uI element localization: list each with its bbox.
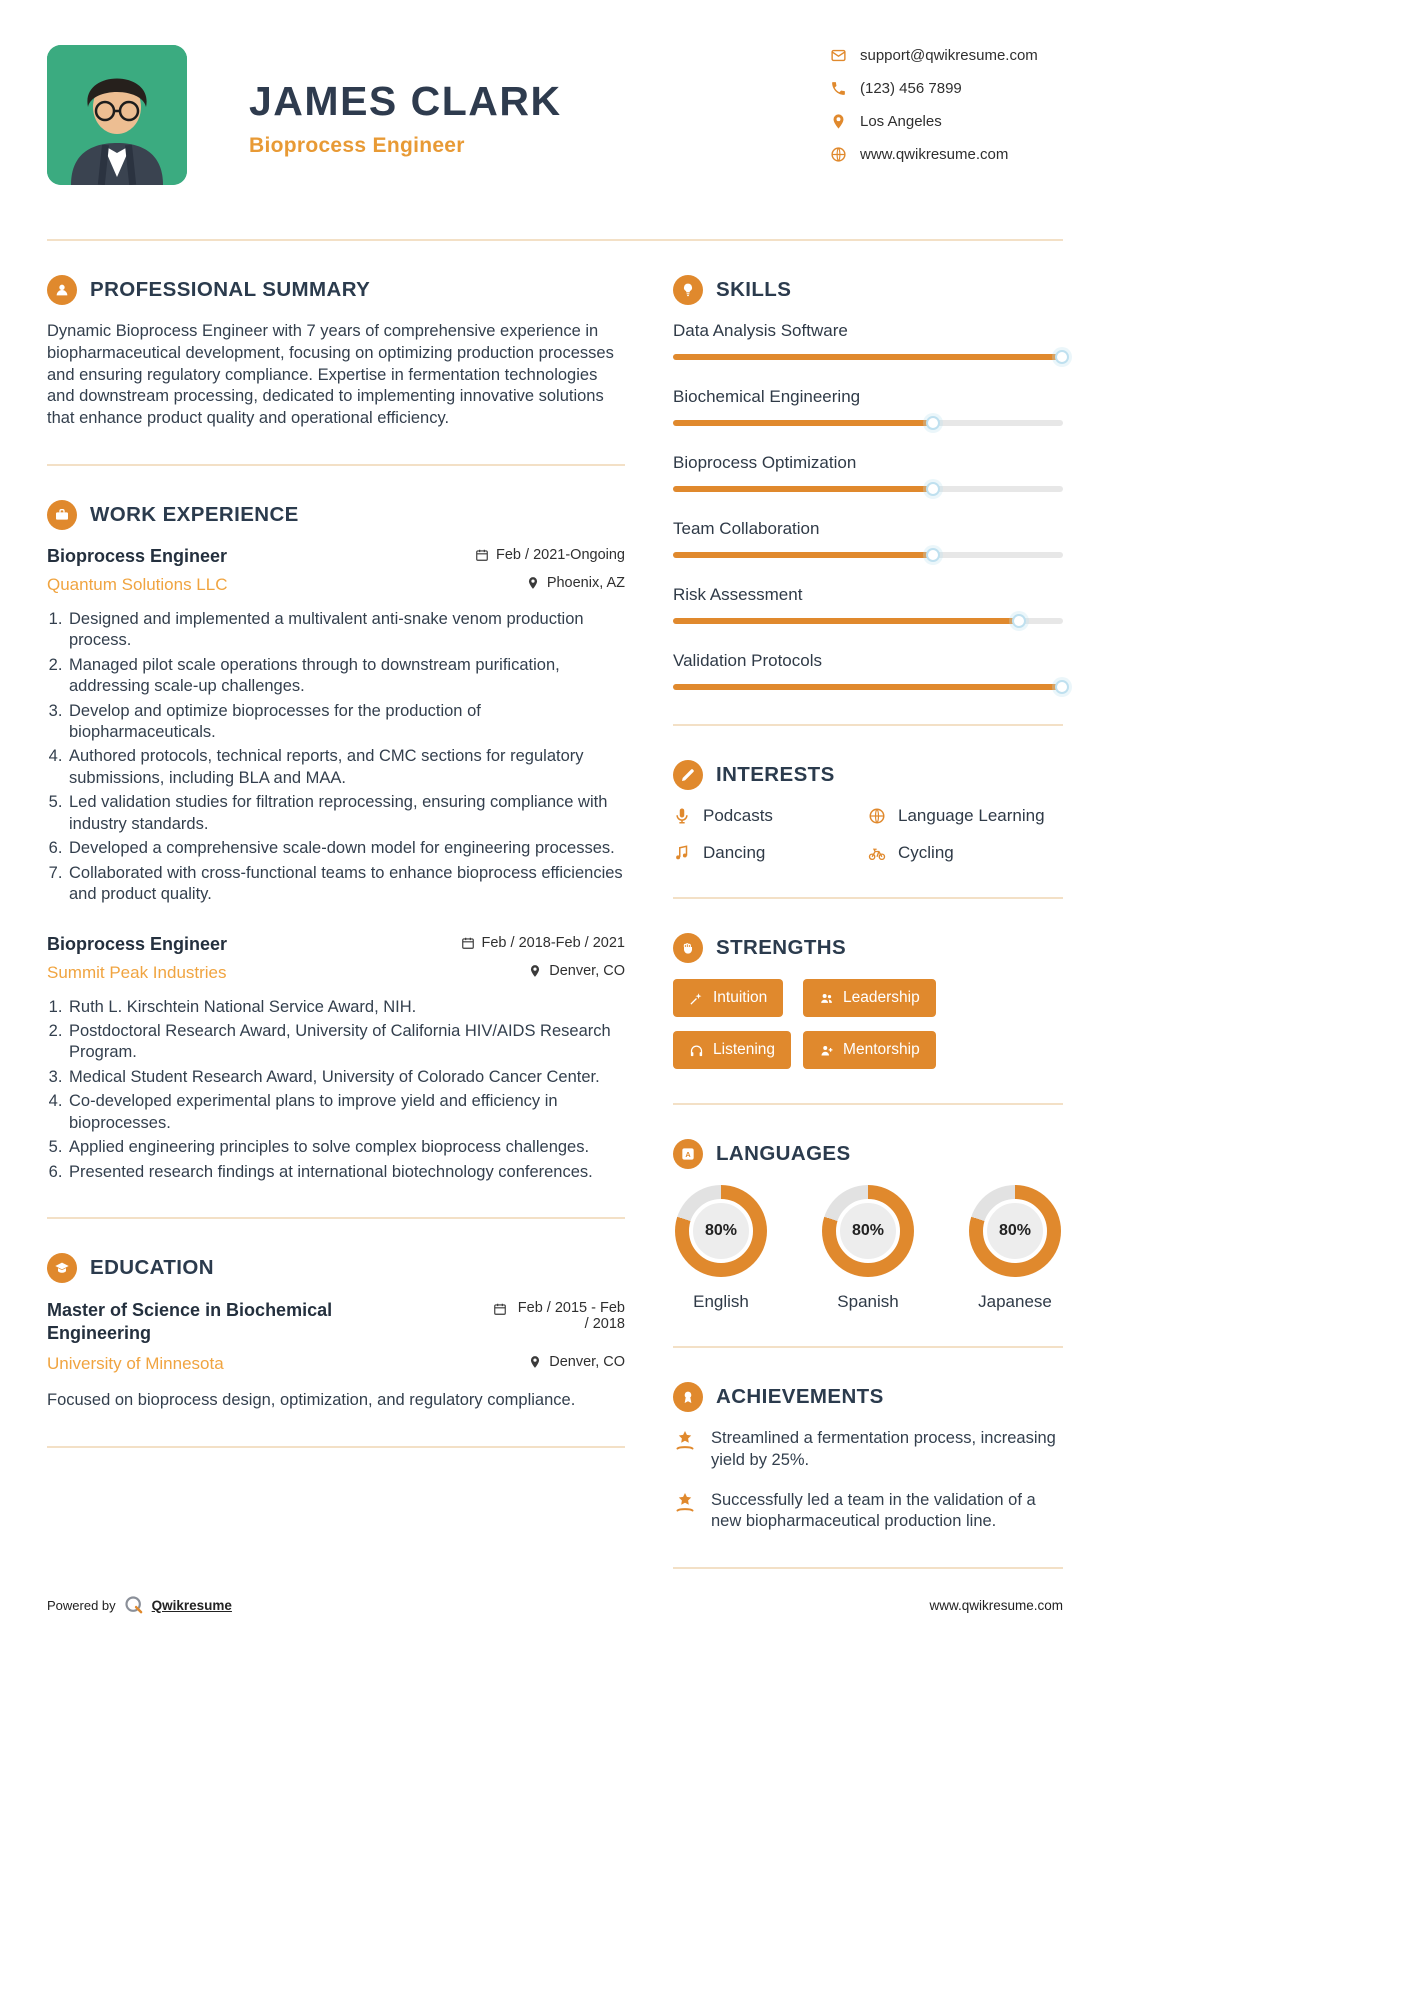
language-percent: 80% xyxy=(689,1199,753,1263)
job-title: Bioprocess Engineer xyxy=(47,933,228,954)
skill-slider-knob[interactable] xyxy=(926,548,940,562)
section-heading xyxy=(673,760,1063,790)
users-icon xyxy=(819,991,834,1006)
company-name: Quantum Solutions LLC xyxy=(47,574,228,594)
language-percent: 80% xyxy=(983,1199,1047,1263)
section-strengths xyxy=(673,899,1063,1069)
section-languages xyxy=(673,1105,1063,1312)
skill-item xyxy=(673,453,1063,492)
calendar-icon xyxy=(461,936,475,950)
language-item xyxy=(673,1185,769,1312)
skill-item xyxy=(673,519,1063,558)
section-interests xyxy=(673,726,1063,863)
job-bullet: 4. Co-developed experimental plans to improve yield and efficiency in bioprocesses. xyxy=(67,1091,625,1134)
medal-icon xyxy=(673,1382,703,1412)
school-name: University of Minnesota xyxy=(47,1353,224,1373)
skill-label: Team Collaboration xyxy=(673,519,820,538)
lightbulb-icon xyxy=(673,275,703,305)
section-title: SKILLS xyxy=(716,278,792,301)
footer-website-link[interactable]: www.qwikresume.com xyxy=(929,1597,1063,1613)
globe-icon xyxy=(830,146,847,163)
strengths-grid xyxy=(673,979,1063,1069)
section-skills xyxy=(673,241,1063,690)
language-item xyxy=(820,1185,916,1312)
section-heading xyxy=(673,933,1063,963)
job-title: Bioprocess Engineer xyxy=(47,545,228,566)
degree-title: Master of Science in Biochemical Engineering xyxy=(47,1300,333,1344)
section-achievements xyxy=(673,1348,1063,1533)
contact-phone[interactable] xyxy=(830,80,1038,97)
contact-phone-text: (123) 456 7899 xyxy=(860,80,962,97)
job-bullet: 6. Developed a comprehensive scale-down model for engineering processes. xyxy=(67,838,625,859)
briefcase-icon xyxy=(47,500,77,530)
section-work-experience xyxy=(47,466,625,1183)
education-dates: Feb / 2015 - Feb / 2018 xyxy=(493,1300,625,1332)
contact-location xyxy=(830,113,1038,130)
calendar-icon xyxy=(475,548,489,562)
skill-slider-knob[interactable] xyxy=(1055,680,1069,694)
content-columns xyxy=(47,241,1063,1569)
skill-slider[interactable] xyxy=(673,618,1063,624)
job-bullet: 7. Collaborated with cross-functional teams to enhance bioprocess efficiencies and product quality. xyxy=(67,863,625,906)
skill-slider[interactable] xyxy=(673,354,1063,360)
pin-icon xyxy=(528,1355,542,1369)
job-entry xyxy=(47,546,625,906)
person-name: JAMES CLARK xyxy=(249,78,562,124)
job-location: Denver, CO xyxy=(528,963,625,979)
language-donut-chart xyxy=(822,1185,914,1277)
skill-label: Biochemical Engineering xyxy=(673,387,861,406)
interest-label: Dancing xyxy=(703,843,766,862)
contact-website-text: www.qwikresume.com xyxy=(860,146,1009,163)
person-icon xyxy=(47,275,77,305)
pen-icon xyxy=(673,760,703,790)
calendar-icon xyxy=(493,1302,507,1316)
interest-label: Podcasts xyxy=(703,806,773,825)
resume-page xyxy=(47,0,1063,1615)
contact-block xyxy=(830,47,1038,163)
graduation-cap-icon xyxy=(47,1253,77,1283)
section-title: PROFESSIONAL SUMMARY xyxy=(90,278,371,301)
language-label: Spanish xyxy=(837,1292,899,1311)
footer xyxy=(47,1595,1063,1615)
job-bullet: 5. Applied engineering principles to solve complex bioprocess challenges. xyxy=(67,1137,625,1158)
section-professional-summary xyxy=(47,241,625,430)
job-dates: Feb / 2021-Ongoing xyxy=(475,547,625,563)
location-icon xyxy=(830,113,847,130)
star-hand-icon xyxy=(673,1491,697,1515)
skill-label: Risk Assessment xyxy=(673,585,803,604)
strength-badge-mentorship[interactable] xyxy=(803,1031,936,1069)
job-bullet-list xyxy=(47,609,625,906)
language-donut-chart xyxy=(969,1185,1061,1277)
qwikresume-link[interactable]: Qwikresume xyxy=(151,1597,232,1613)
skill-slider-fill xyxy=(673,552,934,558)
skill-slider-knob[interactable] xyxy=(926,416,940,430)
bicycle-icon xyxy=(868,844,886,862)
achievement-text: Successfully led a team in the validation of a new biopharmaceutical production line. xyxy=(711,1490,1036,1531)
interest-label: Language Learning xyxy=(898,806,1045,825)
section-heading xyxy=(47,1253,625,1283)
section-title: INTERESTS xyxy=(716,763,835,786)
left-column xyxy=(47,241,625,1569)
section-heading xyxy=(673,1139,1063,1169)
interests-grid xyxy=(673,806,1063,863)
divider xyxy=(47,1446,625,1448)
job-bullet: 1. Ruth L. Kirschtein National Service Award, NIH. xyxy=(67,997,625,1018)
contact-email[interactable] xyxy=(830,47,1038,64)
language-label: Japanese xyxy=(978,1292,1052,1311)
section-title: LANGUAGES xyxy=(716,1142,851,1165)
section-heading xyxy=(673,275,1063,305)
pin-icon xyxy=(526,576,540,590)
language-donut-chart xyxy=(675,1185,767,1277)
summary-text: Dynamic Bioprocess Engineer with 7 years of comprehensive experience in biopharmaceutical development, focusing on optimizing production processes and ensuring regulatory compliance. Expertise in fermentation technologies and downstream processing, dedicated to implementing innovative solutions that enhance product quality and operational efficiency. xyxy=(47,322,614,428)
language-label: English xyxy=(693,1292,749,1311)
job-bullet: 3. Medical Student Research Award, University of Colorado Cancer Center. xyxy=(67,1067,625,1088)
achievement-item xyxy=(673,1428,1063,1472)
qwikresume-logo xyxy=(124,1595,144,1615)
section-heading xyxy=(47,275,625,305)
profile-photo xyxy=(47,45,187,185)
header xyxy=(47,45,1063,205)
powered-by-label: Powered by xyxy=(47,1597,116,1613)
achievement-item xyxy=(673,1490,1063,1534)
job-bullet: 2. Postdoctoral Research Award, University of California HIV/AIDS Research Program. xyxy=(67,1021,625,1064)
education-location: Denver, CO xyxy=(528,1354,625,1370)
skill-item xyxy=(673,321,1063,360)
job-bullet: 1. Designed and implemented a multivalent anti-snake venom production process. xyxy=(67,609,625,652)
skill-slider-fill xyxy=(673,486,934,492)
skill-slider[interactable] xyxy=(673,684,1063,690)
skill-slider-knob[interactable] xyxy=(926,482,940,496)
section-heading xyxy=(47,500,625,530)
interest-label: Cycling xyxy=(898,843,954,862)
skill-slider-fill xyxy=(673,618,1020,624)
powered-by xyxy=(47,1595,232,1615)
skill-label: Data Analysis Software xyxy=(673,321,848,340)
skill-slider-knob[interactable] xyxy=(1055,350,1069,364)
language-percent: 80% xyxy=(836,1199,900,1263)
job-bullet: 2. Managed pilot scale operations through to downstream purification, addressing scale-up challenges. xyxy=(67,655,625,698)
svg-text:A: A xyxy=(685,1149,691,1159)
interest-item xyxy=(673,843,868,863)
job-location: Phoenix, AZ xyxy=(526,575,625,591)
contact-website[interactable] xyxy=(830,146,1038,163)
section-title: WORK EXPERIENCE xyxy=(90,502,299,526)
strength-label: Mentorship xyxy=(843,1041,920,1058)
section-title: ACHIEVEMENTS xyxy=(716,1385,884,1408)
strength-label: Leadership xyxy=(843,989,920,1006)
skill-label: Bioprocess Optimization xyxy=(673,453,857,472)
skill-slider[interactable] xyxy=(673,486,1063,492)
job-entry xyxy=(47,934,625,1184)
profile-photo-illustration xyxy=(47,45,187,185)
interest-item xyxy=(868,806,1063,826)
skill-item xyxy=(673,387,1063,426)
section-title: EDUCATION xyxy=(90,1256,214,1280)
job-bullet: 6. Presented research findings at international biotechnology conferences. xyxy=(67,1162,625,1183)
job-bullet-list xyxy=(47,997,625,1184)
strength-badge-intuition[interactable] xyxy=(673,979,783,1017)
section-title: STRENGTHS xyxy=(716,936,847,959)
job-bullet: 3. Develop and optimize bioprocesses for the production of biopharmaceuticals. xyxy=(67,701,625,744)
skill-item xyxy=(673,651,1063,690)
music-note-icon xyxy=(673,844,691,862)
user-plus-icon xyxy=(819,1043,834,1058)
skill-slider-fill xyxy=(673,684,1063,690)
strength-label: Intuition xyxy=(713,989,768,1006)
fist-icon xyxy=(673,933,703,963)
person-job-title: Bioprocess Engineer xyxy=(249,134,465,157)
section-heading xyxy=(673,1382,1063,1412)
language-item xyxy=(967,1185,1063,1312)
star-hand-icon xyxy=(673,1429,697,1453)
job-dates: Feb / 2018-Feb / 2021 xyxy=(461,935,626,951)
phone-icon xyxy=(830,80,847,97)
identity-block xyxy=(249,45,562,205)
magic-wand-icon xyxy=(689,991,704,1006)
right-column xyxy=(673,241,1063,1569)
email-icon xyxy=(830,47,847,64)
skill-label: Validation Protocols xyxy=(673,651,822,670)
skill-item xyxy=(673,585,1063,624)
contact-location-text: Los Angeles xyxy=(860,113,942,130)
section-education xyxy=(47,1219,625,1412)
skill-slider-fill xyxy=(673,354,1063,360)
divider xyxy=(673,1567,1063,1569)
headphones-icon xyxy=(689,1043,704,1058)
skill-slider[interactable] xyxy=(673,420,1063,426)
strength-badge-leadership[interactable] xyxy=(803,979,936,1017)
job-bullet: 5. Led validation studies for filtration reprocessing, ensuring compliance with industry standards. xyxy=(67,792,625,835)
pin-icon xyxy=(528,964,542,978)
strength-label: Listening xyxy=(713,1041,776,1058)
strength-badge-listening[interactable] xyxy=(673,1031,791,1069)
contact-email-text: support@qwikresume.com xyxy=(860,47,1038,64)
skill-slider-knob[interactable] xyxy=(1012,614,1026,628)
translate-icon xyxy=(673,1139,703,1169)
education-description: Focused on bioprocess design, optimization, and regulatory compliance. xyxy=(47,1390,576,1409)
microphone-icon xyxy=(673,807,691,825)
interest-item xyxy=(868,843,1063,863)
company-name: Summit Peak Industries xyxy=(47,962,227,982)
skill-slider[interactable] xyxy=(673,552,1063,558)
language-donuts xyxy=(673,1185,1063,1312)
skill-slider-fill xyxy=(673,420,934,426)
globe-icon xyxy=(868,807,886,825)
job-bullet: 4. Authored protocols, technical reports, and CMC sections for regulatory submissions, including BLA and MAA. xyxy=(67,746,625,789)
achievement-text: Streamlined a fermentation process, increasing yield by 25%. xyxy=(711,1429,1056,1469)
interest-item xyxy=(673,806,868,826)
